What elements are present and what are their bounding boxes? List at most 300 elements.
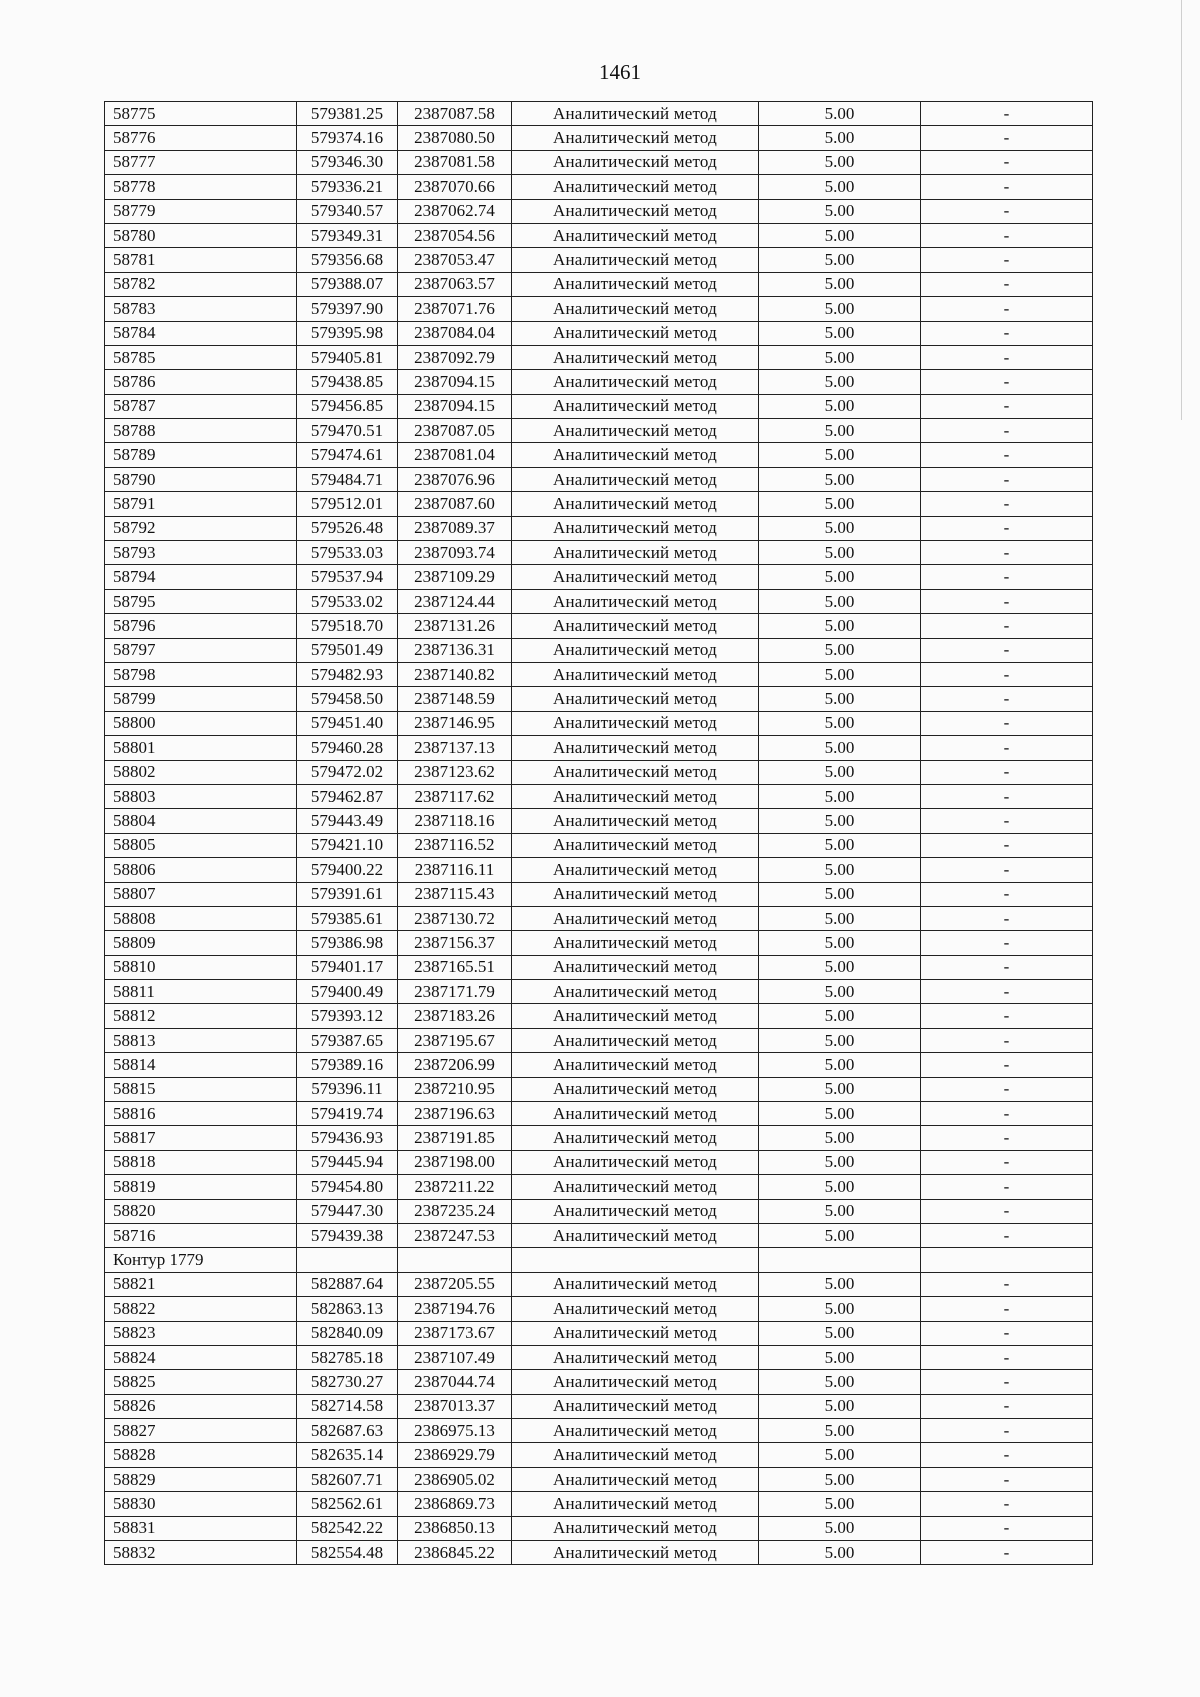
- description-cell: -: [921, 1077, 1093, 1101]
- y-coordinate-cell: 2387210.95: [398, 1077, 512, 1101]
- precision-cell: 5.00: [759, 638, 921, 662]
- y-coordinate-cell: 2387094.15: [398, 394, 512, 418]
- point-id-cell: 58798: [105, 662, 297, 686]
- table-row: [105, 784, 1093, 808]
- y-coordinate-cell: 2386905.02: [398, 1467, 512, 1491]
- point-id-cell: 58812: [105, 1004, 297, 1028]
- description-cell: -: [921, 1004, 1093, 1028]
- description-cell: -: [921, 1467, 1093, 1491]
- point-id-cell: 58784: [105, 321, 297, 345]
- point-id-cell: 58817: [105, 1126, 297, 1150]
- precision-cell: 5.00: [759, 1516, 921, 1540]
- point-id-cell: 58825: [105, 1370, 297, 1394]
- x-coordinate-cell: 579462.87: [297, 784, 398, 808]
- table-row: [105, 126, 1093, 150]
- x-coordinate-cell: 582714.58: [297, 1394, 398, 1418]
- description-cell: -: [921, 565, 1093, 589]
- table-row: [105, 1321, 1093, 1345]
- x-coordinate-cell: 582542.22: [297, 1516, 398, 1540]
- y-coordinate-cell: 2387054.56: [398, 223, 512, 247]
- point-id-cell: 58792: [105, 516, 297, 540]
- y-coordinate-cell: 2386869.73: [398, 1492, 512, 1516]
- table-row: [105, 272, 1093, 296]
- precision-cell: 5.00: [759, 1272, 921, 1296]
- precision-cell: 5.00: [759, 1443, 921, 1467]
- x-coordinate-cell: 579456.85: [297, 394, 398, 418]
- table-row: [105, 248, 1093, 272]
- method-cell: Аналитический метод: [512, 1345, 759, 1369]
- table-row: [105, 297, 1093, 321]
- x-coordinate-cell: 579501.49: [297, 638, 398, 662]
- x-coordinate-cell: 579438.85: [297, 370, 398, 394]
- y-coordinate-cell: 2387081.04: [398, 443, 512, 467]
- point-id-cell: 58788: [105, 419, 297, 443]
- description-cell: -: [921, 906, 1093, 930]
- description-cell: -: [921, 1150, 1093, 1174]
- x-coordinate-cell: 579340.57: [297, 199, 398, 223]
- x-coordinate-cell: 579447.30: [297, 1199, 398, 1223]
- x-coordinate-cell: 579385.61: [297, 906, 398, 930]
- point-id-cell: 58783: [105, 297, 297, 321]
- method-cell: Аналитический метод: [512, 784, 759, 808]
- x-coordinate-cell: 579400.49: [297, 980, 398, 1004]
- y-coordinate-cell: 2387084.04: [398, 321, 512, 345]
- precision-cell: 5.00: [759, 980, 921, 1004]
- description-cell: -: [921, 1028, 1093, 1052]
- table-row: [105, 1443, 1093, 1467]
- point-id-cell: 58809: [105, 931, 297, 955]
- point-id-cell: 58803: [105, 784, 297, 808]
- precision-cell: 5.00: [759, 321, 921, 345]
- x-coordinate-cell: 579356.68: [297, 248, 398, 272]
- empty-cell: [297, 1248, 398, 1272]
- method-cell: Аналитический метод: [512, 1516, 759, 1540]
- table-row: [105, 638, 1093, 662]
- precision-cell: 5.00: [759, 1492, 921, 1516]
- description-cell: -: [921, 126, 1093, 150]
- y-coordinate-cell: 2387124.44: [398, 589, 512, 613]
- point-id-cell: 58805: [105, 833, 297, 857]
- precision-cell: 5.00: [759, 126, 921, 150]
- point-id-cell: 58807: [105, 882, 297, 906]
- method-cell: Аналитический метод: [512, 1175, 759, 1199]
- precision-cell: 5.00: [759, 248, 921, 272]
- precision-cell: 5.00: [759, 1028, 921, 1052]
- y-coordinate-cell: 2387194.76: [398, 1297, 512, 1321]
- method-cell: Аналитический метод: [512, 223, 759, 247]
- description-cell: -: [921, 882, 1093, 906]
- point-id-cell: 58791: [105, 492, 297, 516]
- description-cell: -: [921, 662, 1093, 686]
- description-cell: -: [921, 272, 1093, 296]
- point-id-cell: 58811: [105, 980, 297, 1004]
- table-row: [105, 1150, 1093, 1174]
- y-coordinate-cell: 2387081.58: [398, 150, 512, 174]
- table-row: [105, 1419, 1093, 1443]
- x-coordinate-cell: 579482.93: [297, 662, 398, 686]
- table-row: [105, 1516, 1093, 1540]
- method-cell: Аналитический метод: [512, 199, 759, 223]
- point-id-cell: 58824: [105, 1345, 297, 1369]
- coordinates-table: [104, 101, 1093, 1565]
- point-id-cell: 58826: [105, 1394, 297, 1418]
- page-edge-line: [1181, 0, 1182, 420]
- empty-cell: [398, 1248, 512, 1272]
- precision-cell: 5.00: [759, 858, 921, 882]
- x-coordinate-cell: 579436.93: [297, 1126, 398, 1150]
- description-cell: -: [921, 1199, 1093, 1223]
- table-row: [105, 443, 1093, 467]
- method-cell: Аналитический метод: [512, 443, 759, 467]
- description-cell: -: [921, 1321, 1093, 1345]
- method-cell: Аналитический метод: [512, 492, 759, 516]
- y-coordinate-cell: 2387191.85: [398, 1126, 512, 1150]
- y-coordinate-cell: 2387165.51: [398, 955, 512, 979]
- table-row: [105, 1175, 1093, 1199]
- precision-cell: 5.00: [759, 297, 921, 321]
- table-row: [105, 345, 1093, 369]
- description-cell: -: [921, 614, 1093, 638]
- precision-cell: 5.00: [759, 687, 921, 711]
- y-coordinate-cell: 2387146.95: [398, 711, 512, 735]
- point-id-cell: 58787: [105, 394, 297, 418]
- x-coordinate-cell: 579393.12: [297, 1004, 398, 1028]
- precision-cell: 5.00: [759, 784, 921, 808]
- x-coordinate-cell: 579454.80: [297, 1175, 398, 1199]
- point-id-cell: 58802: [105, 760, 297, 784]
- y-coordinate-cell: 2387070.66: [398, 175, 512, 199]
- precision-cell: 5.00: [759, 711, 921, 735]
- method-cell: Аналитический метод: [512, 1492, 759, 1516]
- y-coordinate-cell: 2387080.50: [398, 126, 512, 150]
- method-cell: Аналитический метод: [512, 931, 759, 955]
- point-id-cell: 58785: [105, 345, 297, 369]
- y-coordinate-cell: 2386845.22: [398, 1541, 512, 1565]
- point-id-cell: 58794: [105, 565, 297, 589]
- table-row: [105, 687, 1093, 711]
- point-id-cell: 58832: [105, 1541, 297, 1565]
- precision-cell: 5.00: [759, 1077, 921, 1101]
- table-row: [105, 370, 1093, 394]
- table-row: [105, 1223, 1093, 1247]
- y-coordinate-cell: 2387183.26: [398, 1004, 512, 1028]
- method-cell: Аналитический метод: [512, 1004, 759, 1028]
- description-cell: -: [921, 492, 1093, 516]
- precision-cell: 5.00: [759, 345, 921, 369]
- method-cell: Аналитический метод: [512, 858, 759, 882]
- table-row: [105, 882, 1093, 906]
- method-cell: Аналитический метод: [512, 736, 759, 760]
- precision-cell: 5.00: [759, 199, 921, 223]
- y-coordinate-cell: 2387171.79: [398, 980, 512, 1004]
- y-coordinate-cell: 2387107.49: [398, 1345, 512, 1369]
- method-cell: Аналитический метод: [512, 541, 759, 565]
- table-row: [105, 1345, 1093, 1369]
- precision-cell: 5.00: [759, 1175, 921, 1199]
- method-cell: Аналитический метод: [512, 394, 759, 418]
- method-cell: Аналитический метод: [512, 370, 759, 394]
- method-cell: Аналитический метод: [512, 1394, 759, 1418]
- description-cell: -: [921, 1297, 1093, 1321]
- point-id-cell: 58800: [105, 711, 297, 735]
- table-row: [105, 1492, 1093, 1516]
- point-id-cell: 58823: [105, 1321, 297, 1345]
- x-coordinate-cell: 582863.13: [297, 1297, 398, 1321]
- description-cell: -: [921, 736, 1093, 760]
- x-coordinate-cell: 582840.09: [297, 1321, 398, 1345]
- table-row: [105, 1199, 1093, 1223]
- point-id-cell: 58808: [105, 906, 297, 930]
- y-coordinate-cell: 2387117.62: [398, 784, 512, 808]
- x-coordinate-cell: 582562.61: [297, 1492, 398, 1516]
- description-cell: -: [921, 1492, 1093, 1516]
- y-coordinate-cell: 2387087.05: [398, 419, 512, 443]
- table-row: [105, 1126, 1093, 1150]
- y-coordinate-cell: 2387087.60: [398, 492, 512, 516]
- method-cell: Аналитический метод: [512, 1419, 759, 1443]
- point-id-cell: 58806: [105, 858, 297, 882]
- description-cell: -: [921, 150, 1093, 174]
- description-cell: -: [921, 809, 1093, 833]
- x-coordinate-cell: 582887.64: [297, 1272, 398, 1296]
- precision-cell: 5.00: [759, 467, 921, 491]
- precision-cell: 5.00: [759, 1199, 921, 1223]
- point-id-cell: 58782: [105, 272, 297, 296]
- method-cell: Аналитический метод: [512, 980, 759, 1004]
- x-coordinate-cell: 579458.50: [297, 687, 398, 711]
- table-row: [105, 736, 1093, 760]
- method-cell: Аналитический метод: [512, 687, 759, 711]
- method-cell: Аналитический метод: [512, 614, 759, 638]
- x-coordinate-cell: 579439.38: [297, 1223, 398, 1247]
- table-row: [105, 565, 1093, 589]
- method-cell: Аналитический метод: [512, 126, 759, 150]
- precision-cell: 5.00: [759, 1102, 921, 1126]
- method-cell: Аналитический метод: [512, 1199, 759, 1223]
- precision-cell: 5.00: [759, 833, 921, 857]
- point-id-cell: 58828: [105, 1443, 297, 1467]
- description-cell: -: [921, 931, 1093, 955]
- y-coordinate-cell: 2387094.15: [398, 370, 512, 394]
- precision-cell: 5.00: [759, 175, 921, 199]
- x-coordinate-cell: 582635.14: [297, 1443, 398, 1467]
- description-cell: -: [921, 1272, 1093, 1296]
- description-cell: -: [921, 1102, 1093, 1126]
- x-coordinate-cell: 582730.27: [297, 1370, 398, 1394]
- point-id-cell: 58790: [105, 467, 297, 491]
- point-id-cell: 58815: [105, 1077, 297, 1101]
- method-cell: Аналитический метод: [512, 419, 759, 443]
- method-cell: Аналитический метод: [512, 1053, 759, 1077]
- y-coordinate-cell: 2387131.26: [398, 614, 512, 638]
- method-cell: Аналитический метод: [512, 955, 759, 979]
- table-row: [105, 589, 1093, 613]
- x-coordinate-cell: 579381.25: [297, 102, 398, 126]
- precision-cell: 5.00: [759, 589, 921, 613]
- table-row: [105, 1297, 1093, 1321]
- point-id-cell: 58777: [105, 150, 297, 174]
- description-cell: -: [921, 297, 1093, 321]
- precision-cell: 5.00: [759, 1223, 921, 1247]
- method-cell: Аналитический метод: [512, 882, 759, 906]
- precision-cell: 5.00: [759, 882, 921, 906]
- table-row: [105, 175, 1093, 199]
- section-title: Контур 1779: [105, 1248, 297, 1272]
- table-row: [105, 858, 1093, 882]
- point-id-cell: 58830: [105, 1492, 297, 1516]
- description-cell: -: [921, 1126, 1093, 1150]
- y-coordinate-cell: 2387116.52: [398, 833, 512, 857]
- table-row: [105, 1272, 1093, 1296]
- y-coordinate-cell: 2387089.37: [398, 516, 512, 540]
- point-id-cell: 58801: [105, 736, 297, 760]
- method-cell: Аналитический метод: [512, 102, 759, 126]
- description-cell: -: [921, 1370, 1093, 1394]
- point-id-cell: 58796: [105, 614, 297, 638]
- x-coordinate-cell: 579512.01: [297, 492, 398, 516]
- table-row: [105, 492, 1093, 516]
- description-cell: -: [921, 687, 1093, 711]
- method-cell: Аналитический метод: [512, 248, 759, 272]
- table-row: [105, 980, 1093, 1004]
- point-id-cell: 58813: [105, 1028, 297, 1052]
- y-coordinate-cell: 2387087.58: [398, 102, 512, 126]
- table-row: [105, 394, 1093, 418]
- description-cell: -: [921, 711, 1093, 735]
- method-cell: Аналитический метод: [512, 1077, 759, 1101]
- description-cell: -: [921, 419, 1093, 443]
- description-cell: -: [921, 1419, 1093, 1443]
- precision-cell: 5.00: [759, 736, 921, 760]
- precision-cell: 5.00: [759, 443, 921, 467]
- empty-cell: [759, 1248, 921, 1272]
- point-id-cell: 58778: [105, 175, 297, 199]
- x-coordinate-cell: 579451.40: [297, 711, 398, 735]
- precision-cell: 5.00: [759, 1467, 921, 1491]
- point-id-cell: 58799: [105, 687, 297, 711]
- precision-cell: 5.00: [759, 1004, 921, 1028]
- table-row: [105, 1370, 1093, 1394]
- x-coordinate-cell: 579400.22: [297, 858, 398, 882]
- point-id-cell: 58793: [105, 541, 297, 565]
- table-row: [105, 1053, 1093, 1077]
- description-cell: -: [921, 443, 1093, 467]
- table-row: [105, 906, 1093, 930]
- x-coordinate-cell: 579336.21: [297, 175, 398, 199]
- method-cell: Аналитический метод: [512, 467, 759, 491]
- page-number: 1461: [599, 60, 641, 84]
- y-coordinate-cell: 2387173.67: [398, 1321, 512, 1345]
- x-coordinate-cell: 579387.65: [297, 1028, 398, 1052]
- description-cell: -: [921, 638, 1093, 662]
- description-cell: -: [921, 394, 1093, 418]
- x-coordinate-cell: 579389.16: [297, 1053, 398, 1077]
- description-cell: -: [921, 248, 1093, 272]
- y-coordinate-cell: 2386850.13: [398, 1516, 512, 1540]
- method-cell: Аналитический метод: [512, 1223, 759, 1247]
- method-cell: Аналитический метод: [512, 1370, 759, 1394]
- x-coordinate-cell: 579470.51: [297, 419, 398, 443]
- x-coordinate-cell: 579474.61: [297, 443, 398, 467]
- method-cell: Аналитический метод: [512, 1297, 759, 1321]
- precision-cell: 5.00: [759, 516, 921, 540]
- x-coordinate-cell: 579419.74: [297, 1102, 398, 1126]
- description-cell: -: [921, 321, 1093, 345]
- precision-cell: 5.00: [759, 1126, 921, 1150]
- y-coordinate-cell: 2387206.99: [398, 1053, 512, 1077]
- precision-cell: 5.00: [759, 394, 921, 418]
- table-row: [105, 516, 1093, 540]
- x-coordinate-cell: 579460.28: [297, 736, 398, 760]
- point-id-cell: 58776: [105, 126, 297, 150]
- table-row: [105, 809, 1093, 833]
- precision-cell: 5.00: [759, 541, 921, 565]
- method-cell: Аналитический метод: [512, 833, 759, 857]
- table-row: [105, 150, 1093, 174]
- table-row: [105, 467, 1093, 491]
- x-coordinate-cell: 579518.70: [297, 614, 398, 638]
- table-row: [105, 1541, 1093, 1565]
- y-coordinate-cell: 2387235.24: [398, 1199, 512, 1223]
- precision-cell: 5.00: [759, 662, 921, 686]
- method-cell: Аналитический метод: [512, 150, 759, 174]
- table-row: [105, 102, 1093, 126]
- precision-cell: 5.00: [759, 1370, 921, 1394]
- precision-cell: 5.00: [759, 1297, 921, 1321]
- precision-cell: 5.00: [759, 565, 921, 589]
- point-id-cell: 58789: [105, 443, 297, 467]
- y-coordinate-cell: 2387205.55: [398, 1272, 512, 1296]
- x-coordinate-cell: 579386.98: [297, 931, 398, 955]
- precision-cell: 5.00: [759, 370, 921, 394]
- point-id-cell: 58716: [105, 1223, 297, 1247]
- point-id-cell: 58786: [105, 370, 297, 394]
- precision-cell: 5.00: [759, 1053, 921, 1077]
- table-row: [105, 711, 1093, 735]
- method-cell: Аналитический метод: [512, 809, 759, 833]
- precision-cell: 5.00: [759, 760, 921, 784]
- point-id-cell: 58779: [105, 199, 297, 223]
- point-id-cell: 58781: [105, 248, 297, 272]
- description-cell: -: [921, 175, 1093, 199]
- precision-cell: 5.00: [759, 1345, 921, 1369]
- x-coordinate-cell: 579395.98: [297, 321, 398, 345]
- point-id-cell: 58816: [105, 1102, 297, 1126]
- method-cell: Аналитический метод: [512, 1541, 759, 1565]
- table-row: [105, 541, 1093, 565]
- description-cell: -: [921, 467, 1093, 491]
- method-cell: Аналитический метод: [512, 1126, 759, 1150]
- precision-cell: 5.00: [759, 492, 921, 516]
- y-coordinate-cell: 2387118.16: [398, 809, 512, 833]
- x-coordinate-cell: 579349.31: [297, 223, 398, 247]
- table-row: [105, 1467, 1093, 1491]
- table-row: [105, 419, 1093, 443]
- description-cell: -: [921, 102, 1093, 126]
- description-cell: -: [921, 784, 1093, 808]
- method-cell: Аналитический метод: [512, 1150, 759, 1174]
- precision-cell: 5.00: [759, 223, 921, 247]
- table-row: [105, 614, 1093, 638]
- y-coordinate-cell: 2387076.96: [398, 467, 512, 491]
- x-coordinate-cell: 579396.11: [297, 1077, 398, 1101]
- table-row: [105, 321, 1093, 345]
- point-id-cell: 58818: [105, 1150, 297, 1174]
- x-coordinate-cell: 579421.10: [297, 833, 398, 857]
- section-row: [105, 1248, 1093, 1272]
- description-cell: -: [921, 223, 1093, 247]
- description-cell: -: [921, 1175, 1093, 1199]
